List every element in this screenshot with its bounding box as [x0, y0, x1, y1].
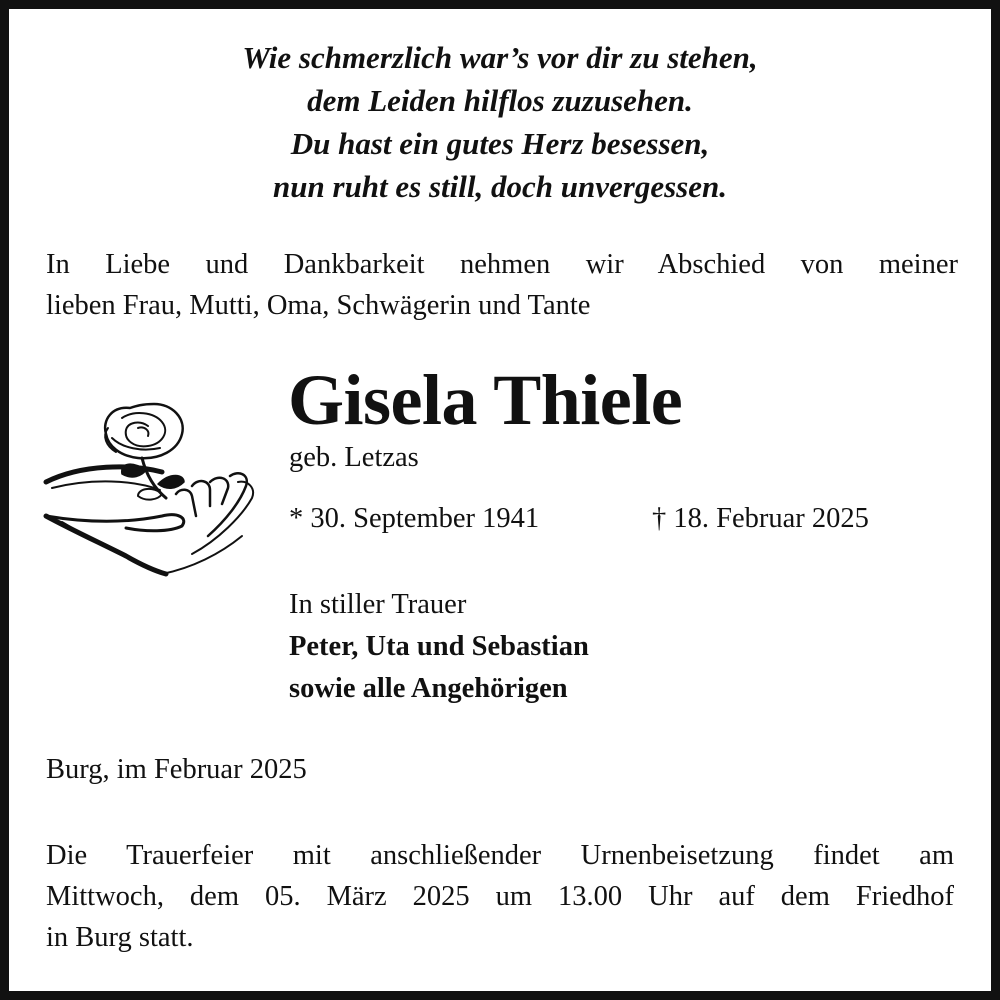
birth-date: * 30. September 1941 [289, 503, 540, 534]
poem-line: dem Leiden hilflos zuzusehen. [307, 83, 693, 118]
place-date: Burg, im Februar 2025 [46, 754, 307, 785]
mourners-others: sowie alle Angehörigen [289, 673, 568, 704]
intro-line: In Liebe und Dankbarkeit nehmen wir Abschied von meiner [46, 249, 958, 280]
intro-line: lieben Frau, Mutti, Oma, Schwägerin und Tante [46, 290, 591, 321]
funeral-line: Mittwoch, dem 05. März 2025 um 13.00 Uhr auf dem Friedhof [46, 881, 954, 912]
intro-text [46, 244, 958, 326]
mourners-intro: In stiller Trauer [289, 589, 467, 620]
funeral-line: in Burg statt. [46, 922, 194, 953]
deceased-name: Gisela Thiele [288, 360, 683, 440]
maiden-name: geb. Letzas [289, 442, 419, 473]
poem-line: nun ruht es still, doch unvergessen. [273, 169, 727, 204]
poem [0, 36, 1000, 208]
funeral-notice [46, 835, 954, 958]
mourners-names: Peter, Uta und Sebastian [289, 631, 589, 662]
poem-line: Du hast ein gutes Herz besessen, [290, 126, 710, 161]
hand-with-rose-icon [42, 398, 264, 578]
funeral-line: Die Trauerfeier mit anschließender Urnenbeisetzung findet am [46, 840, 954, 871]
mourners [289, 584, 589, 710]
death-date: † 18. Februar 2025 [652, 503, 869, 534]
poem-line: Wie schmerzlich war’s vor dir zu stehen, [242, 40, 758, 75]
